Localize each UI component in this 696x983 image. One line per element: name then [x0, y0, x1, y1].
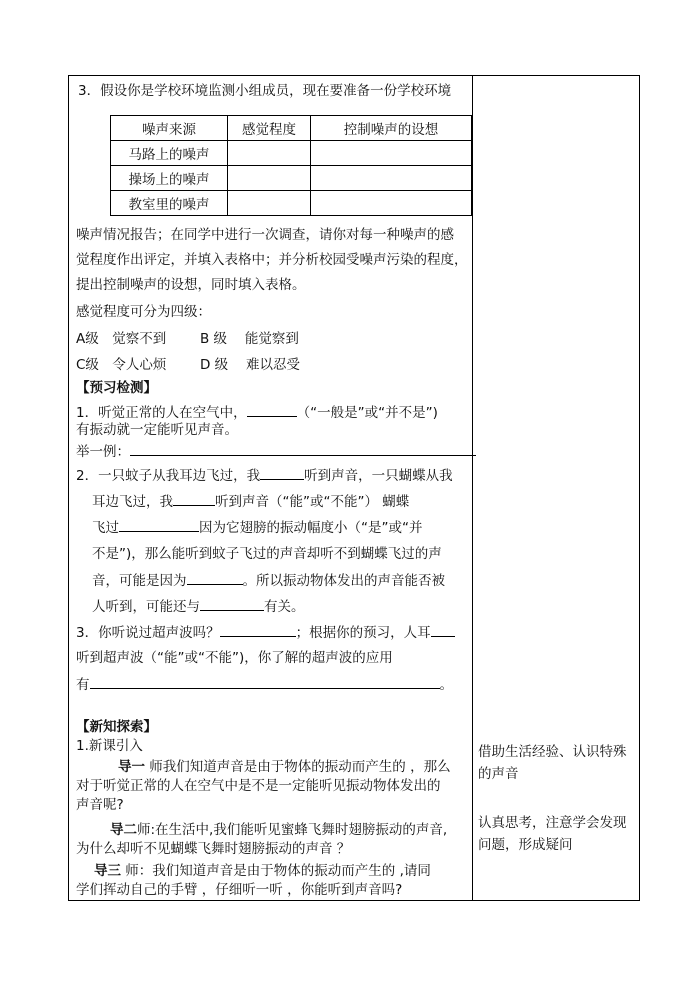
task3-para-2: 觉程度作出评定，并填入表格中；并分析校园受噪声污染的程度，: [76, 252, 468, 268]
example-label: 举一例：: [76, 444, 130, 460]
column-divider: [472, 75, 473, 901]
example-blank[interactable]: [130, 442, 476, 456]
q1-text-b: （“一般是”或“并不是”): [296, 405, 438, 421]
row-source: 操场上的噪声: [111, 166, 228, 191]
task3-intro: 3．假设你是学校环境监测小组成员，现在要准备一份学校环境: [78, 83, 452, 99]
row-idea-cell[interactable]: [311, 166, 472, 191]
row-feel-cell[interactable]: [228, 166, 311, 191]
q1-text-a: 1．听觉正常的人在空气中，: [76, 405, 247, 421]
guide-1-line3: 声音呢?: [76, 797, 124, 813]
preview-q2-line5: [92, 571, 445, 590]
guide-3-line2: 学们挥动自己的手臂 ，仔细听一听 ，你能听到声音吗?: [76, 882, 403, 898]
row-feel-cell[interactable]: [228, 191, 311, 216]
task3-para-3: 提出控制噪声的设想，同时填入表格。: [76, 277, 306, 293]
preview-example: [76, 442, 476, 461]
q3-blank-3[interactable]: [90, 675, 440, 689]
guide-2-text: 师:在生活中,我们能听见蜜蜂飞舞时翅膀振动的声音,: [137, 822, 448, 838]
q2-text-j: 人听到，可能还与: [92, 599, 200, 615]
table-header-row: [111, 116, 472, 141]
q2-text-d: 听到声音（“能”或“不能”） 蝴蝶: [215, 494, 410, 510]
guide-3-label: 导三: [94, 863, 121, 879]
preview-q3-line1: [76, 623, 455, 642]
row-source: 马路上的噪声: [111, 141, 228, 166]
header-idea: 控制噪声的设想: [311, 116, 472, 141]
level-d: D 级 难以忍受: [200, 357, 300, 373]
q3-blank-1[interactable]: [220, 623, 296, 637]
noise-survey-table: [110, 115, 472, 216]
explore-sub: 1.新课引入: [76, 738, 143, 754]
q2-blank-2[interactable]: [173, 492, 215, 506]
row-idea-cell[interactable]: [311, 141, 472, 166]
guide-1-label: 导一: [118, 759, 145, 775]
q2-text-i: 。所以振动物体发出的声音能否被: [242, 573, 445, 589]
table-row: [111, 166, 472, 191]
row-source: 教室里的噪声: [111, 191, 228, 216]
q2-blank-5[interactable]: [200, 597, 264, 611]
q3-text-end: 。: [439, 677, 453, 693]
level-c: C级 令人心烦: [76, 357, 167, 373]
levels-title: 感觉程度可分为四级：: [76, 304, 211, 320]
guide-1-line1: [76, 758, 451, 776]
side-note-1: 借助生活经验、认识特殊的声音: [478, 744, 627, 782]
level-b: B 级 能觉察到: [200, 331, 299, 347]
table-row: [111, 141, 472, 166]
q2-text-a: 2．一只蚊子从我耳边飞过，我: [76, 468, 261, 484]
guide-2-line2: 为什么却听不见蝴蝶飞舞时翅膀振动的声音 ？: [76, 841, 351, 857]
q2-text-e: 飞过: [92, 520, 119, 536]
task3-para-1: 噪声情况报告；在同学中进行一次调查，请你对每一种噪声的感: [76, 227, 454, 243]
guide-1-text: 师我们知道声音是由于物体的振动而产生的 ，那么: [145, 759, 451, 775]
q3-blank-2[interactable]: [431, 623, 455, 637]
q2-blank-1[interactable]: [260, 466, 304, 480]
q1-blank[interactable]: [247, 403, 297, 417]
guide-2-label: 导二: [110, 822, 137, 838]
guide-1-line2: 对于听觉正常的人在空气中是不是一定能听见振动物体发出的: [76, 778, 441, 794]
preview-q2-line4: 不是”)，那么能听到蚊子飞过的声音却听不到蝴蝶飞过的声: [92, 546, 442, 562]
q2-blank-4[interactable]: [187, 571, 243, 585]
row-idea-cell[interactable]: [311, 191, 472, 216]
header-source: 噪声来源: [111, 116, 228, 141]
table-row: [111, 191, 472, 216]
guide-3-line1: [76, 862, 431, 880]
q2-blank-3[interactable]: [119, 518, 199, 532]
preview-q2-line3: [92, 518, 422, 537]
preview-q3-line3: [76, 675, 453, 694]
header-feel: 感觉程度: [228, 116, 311, 141]
row-feel-cell[interactable]: [228, 141, 311, 166]
preview-q3-line2: 听到超声波（“能”或“不能”)，你了解的超声波的应用: [76, 650, 393, 666]
q2-text-h: 音，可能是因为: [92, 573, 187, 589]
side-note-2: 认真思考，注意学会发现问题，形成疑问: [478, 815, 627, 853]
preview-q2-line6: [92, 597, 305, 616]
explore-heading: 【新知探索】: [76, 719, 157, 735]
preview-q1-line1: [76, 403, 438, 422]
guide-3-text: 师：我们知道声音是由于物体的振动而产生的 ,请同: [121, 863, 431, 879]
q2-text-k: 有关。: [264, 599, 305, 615]
q2-text-c: 耳边飞过，我: [92, 494, 173, 510]
level-a: A级 觉察不到: [76, 331, 167, 347]
preview-heading: 【预习检测】: [76, 380, 157, 396]
q3-text-a: 3．你听说过超声波吗？: [76, 625, 220, 641]
guide-2-line1: [76, 821, 447, 839]
preview-q2-line2: [92, 492, 409, 511]
preview-q2-line1: [76, 466, 453, 485]
q3-text-b: ；根据你的预习，人耳: [295, 625, 431, 641]
q3-text-d: 有: [76, 677, 90, 693]
q2-text-f: 因为它翅膀的振动幅度小（“是”或“并: [199, 520, 423, 536]
q2-text-b: 听到声音，一只蝴蝶从我: [304, 468, 453, 484]
preview-q1-line2: 有振动就一定能听见声音。: [76, 422, 238, 438]
